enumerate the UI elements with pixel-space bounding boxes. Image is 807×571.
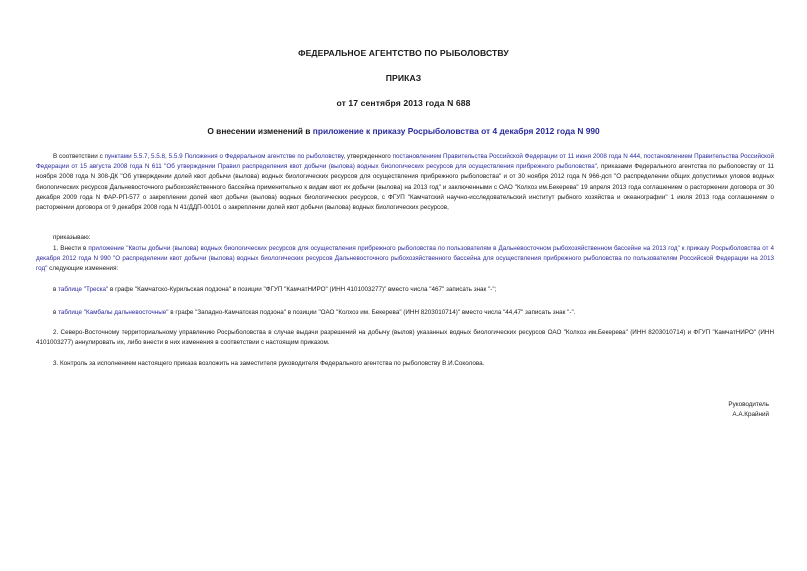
change-b-paragraph xyxy=(53,309,575,316)
preamble-text-1: В соответствии с xyxy=(53,153,105,160)
change-b-text: в xyxy=(53,309,59,316)
preamble-text-4: , приказами Федерального агентства по рыболовству от 11 ноября 2008 года N 308-ДК "Об утверждении долей квот добычи (вылова) водных биологических ресурсов для осуществления прибрежного рыболовства" и от 30 ноября 2012 года N 966-дсп "О распределении общих допустимых уловов водных биологических ресурсов Дальневосточного рыбохозяйственного бассейна применительно к видам квот их добычи (вылова) на 2013 год" и заключенными с ОАО "Колхоз им.Бекерева" 19 апреля 2013 года соглашением о расторжении договора от 30 декабря 2009 года N ФАР-РП-577 о закреплении долей квот добычи (вылова) водных биологических ресурсов, с ФГУП "Камчатский научно-исследовательский институт рыбного хозяйства и океанографии" 1 июля 2013 года соглашением о расторжении договора от 9 декабря 2008 года N 41/ДДП-00101 о закреплении долей квот добычи (вылова) водных биологических ресурсов, xyxy=(36,163,774,212)
preamble-text-2: , утвержденного xyxy=(343,153,393,160)
title-link[interactable]: приложение к приказу Росрыболовства от 4 декабря 2012 года N 990 xyxy=(312,126,600,136)
order-word: приказываю: xyxy=(53,234,91,241)
change-b-link[interactable]: таблице "Камбалы дальневосточные" xyxy=(58,309,169,316)
change-b-text-end: в графе "Западно-Камчатская подзона" в позиции "ОАО "Колхоз им. Бекерева" (ИНН 8203010714)" вместо числа "44,47" записать знак "-". xyxy=(168,309,576,316)
document-date-number: от 17 сентября 2013 года N 688 xyxy=(336,98,471,108)
preamble-link-1[interactable]: пунктами 5.5.7, 5.5.8, 5.5.9 Положения о Федеральном агентстве по рыболовству xyxy=(104,153,344,160)
item-3-paragraph: 3. Контроль за исполнением настоящего приказа возложить на заместителя руководителя Федерального агентства по рыболовству В.И.Соколова. xyxy=(53,360,485,367)
preamble-paragraph xyxy=(36,152,774,213)
document-title xyxy=(0,126,807,136)
item-2-paragraph xyxy=(36,328,774,348)
title-prefix: О внесении изменений в xyxy=(207,126,313,136)
signature-role: Руководитель xyxy=(728,401,769,408)
preamble-text-3: , xyxy=(640,153,644,160)
preamble-link-3[interactable]: постановлением Правительства Российской Федерации от 15 августа 2008 года N 611 "Об утверждении Правил распределения квот добычи (вылова) водных биологических ресурсов для осуществления прибрежного рыболовства" xyxy=(36,153,774,171)
change-a-text: в xyxy=(53,286,59,293)
change-a-link[interactable]: таблице "Треска" xyxy=(58,286,109,293)
change-a-text-end: в графе "Камчатско-Курильская подзона" в позиции "ФГУП "КамчатНИРО" (ИНН 4101003277)" вместо числа "467" записать знак "-"; xyxy=(108,286,497,293)
item-2-text: 2. Северо-Восточному территориальному управлению Росрыболовства в случае выдачи разрешений на добычу (вылов) указанных водных биологических ресурсов ОАО "Колхоз им.Бекерева" (ИНН 8203010714) и ФГУП "КамчатНИРО" (ИНН 4101003277) аннулировать их, либо внести в них изменения в соответствии с настоящим приказом. xyxy=(36,329,774,347)
item-1-paragraph xyxy=(36,244,774,275)
item-1-link[interactable]: приложение "Квоты добычи (вылова) водных биологических ресурсов для осуществления прибрежного рыболовства по пользователям в Дальневосточном рыбохозяйственном бассейне на 2013 год" к приказу Росрыболовства от 4 декабря 2012 года N 990 "О распределении квот добычи (вылова) водных биологических ресурсов Дальневосточного рыбохозяйственного бассейна для осуществления прибрежного рыболовства по пользователям Российской Федерации на 2013 год" xyxy=(36,245,775,273)
change-a-paragraph xyxy=(53,286,496,293)
preamble-link-2[interactable]: постановлением Правительства Российской Федерации от 11 июня 2008 года N 444 xyxy=(392,153,641,160)
item-1-text: 1. Внести в xyxy=(53,245,89,252)
agency-name: ФЕДЕРАЛЬНОЕ АГЕНТСТВО ПО РЫБОЛОВСТВУ xyxy=(298,48,509,58)
document-type: ПРИКАЗ xyxy=(385,73,422,83)
item-1-text-end: следующие изменения: xyxy=(47,265,119,273)
signature-name: А.А.Крайний xyxy=(732,411,769,418)
